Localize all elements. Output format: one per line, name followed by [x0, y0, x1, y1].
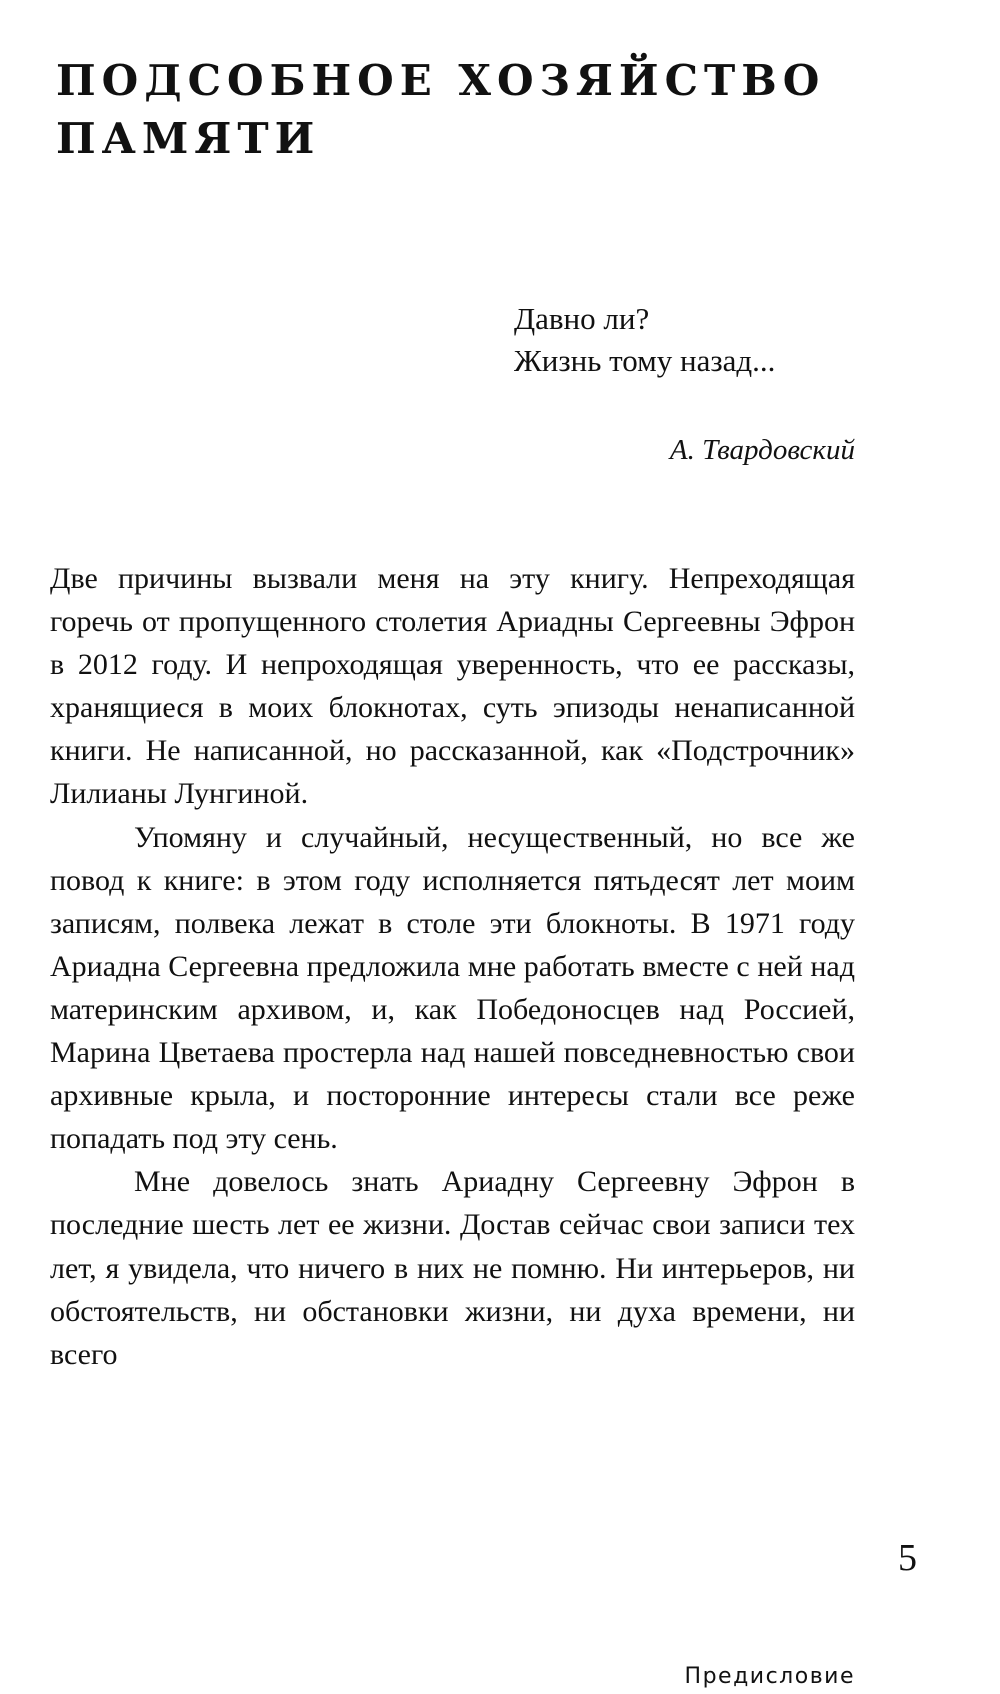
paragraph: Мне довелось знать Ариадну Сергеевну Эфрон в последние шесть лет ее жизни. Достав сейчас свои записи тех лет, я увидела, что ничего в них не помню. Ни интерьеров, ни обстоятельств, ни обстановки жизни, ни духа времени, ни всего: [50, 1165, 855, 1371]
epigraph-author: А. Твардовский: [669, 434, 855, 466]
chapter-title: [56, 52, 825, 168]
paragraph: Две причины вызвали меня на эту книгу. Непреходящая горечь от пропущенного столетия Ариадны Сергеевны Эфрон в 2012 году. И непроходящая уверенность, что ее рассказы, хранящиеся в моих блокнотах, суть эпизоды ненаписанной книги. Не написанной, но рассказанной, как «Подстрочник» Лилианы Лунгиной.: [50, 562, 855, 811]
paragraph: Упомяну и случайный, несущественный, но все же повод к книге: в этом году исполняется пятьдесят лет моим записям, полвека лежат в столе эти блокноты. В 1971 году Ариадна Сергеевна предложила мне работать вместе с ней над материнским архивом, и, как Победоносцев над Россией, Марина Цветаева простерла над нашей повседневностью свои архивные крыла, и посторонние интересы стали все реже попадать под эту сень.: [50, 820, 855, 1156]
chapter-title-line-2: ПАМЯТИ: [56, 114, 321, 163]
page-number: 5: [898, 1537, 917, 1579]
epigraph: [514, 298, 775, 382]
chapter-title-line-1: ПОДСОБНОЕ ХОЗЯЙСТВО: [56, 56, 826, 105]
body-text: [50, 557, 855, 1376]
epigraph-line-1: Давно ли?: [514, 301, 650, 336]
epigraph-line-2: Жизнь тому назад...: [514, 343, 776, 378]
running-footer-section: Предисловие: [684, 1664, 855, 1689]
